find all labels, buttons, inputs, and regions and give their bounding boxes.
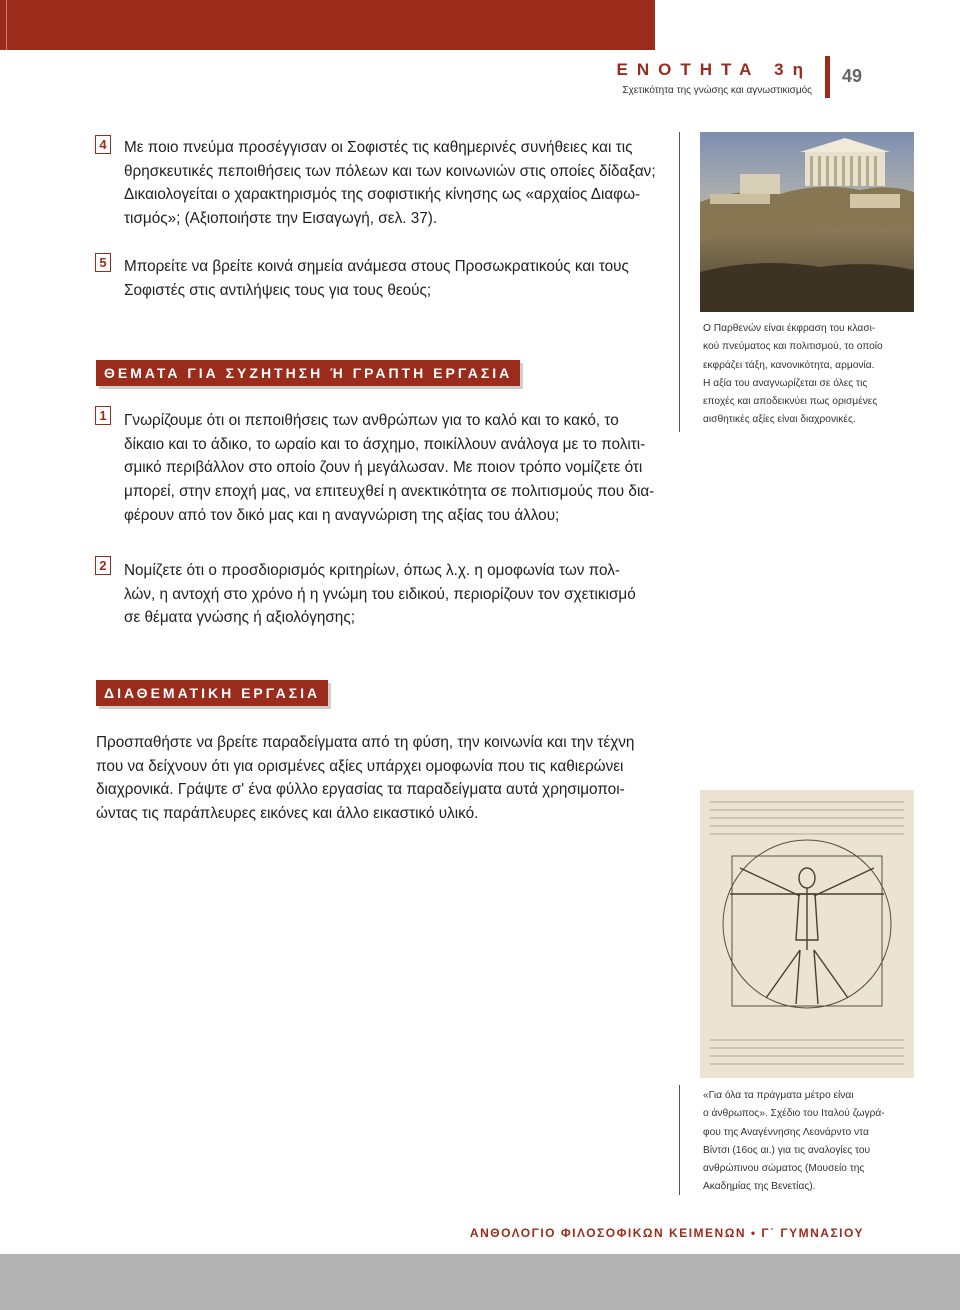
text-line: Νομίζετε ότι ο προσδιορισμός κριτηρίων, όπως λ.χ. η ομοφωνία των πολ- (124, 562, 620, 579)
discussion-item-2-number: 2 (95, 556, 111, 575)
discussion-section-heading: ΘΕΜΑΤΑ ΓΙΑ ΣΥΖΗΤΗΣΗ Ή ΓΡΑΠΤΗ ΕΡΓΑΣΙΑ (96, 360, 520, 386)
text-line: δίκαιο και το άδικο, το ωραίο και το άσχημο, ποικίλλουν ανάλογα με το πολιτι- (124, 435, 646, 453)
text-line: θρησκευτικές πεποιθήσεις των πόλεων και των κοινωνιών στις οποίες δίδαξαν; (124, 162, 656, 180)
book-title-footer: ΑΝΘΟΛΟΓΙΟ ΦΙΛΟΣΟΦΙΚΩΝ ΚΕΙΜΕΝΩΝ • Γ΄ ΓΥΜΝΑΣΙΟΥ (469, 1226, 864, 1240)
text-line: Μπορείτε να βρείτε κοινά σημεία ανάμεσα στους Προσωκρατικούς και τους (124, 258, 629, 275)
text-line: λών, η αντοχή στο χρόνο ή η γνώμη του ειδικού, περιορίζουν τον σχετικισμό (124, 585, 636, 603)
text-line: διαχρονικά. Γράψτε σ' ένα φύλλο εργασίας τα παραδείγματα αυτά χρησιμοποι- (96, 781, 625, 799)
text-line: σε θέματα γνώσης ή αξιολόγησης; (124, 609, 355, 627)
text-line: Προσπαθήστε να βρείτε παραδείγματα από τη φύση, την κοινωνία και την τέχνη (96, 734, 635, 751)
caption-line: «Για όλα τα πράγματα μέτρο είναι (703, 1090, 854, 1101)
parthenon-photo (700, 132, 914, 312)
caption-line: Ο Παρθενών είναι έκφραση του κλασι- (703, 323, 876, 334)
unit-subtitle: Σχετικότητα της γνώσης και αγνωστικισμός (622, 85, 812, 96)
header-divider-bar (825, 56, 830, 98)
header-color-band (0, 0, 655, 50)
text-line: Με ποιο πνεύμα προσέγγισαν οι Σοφιστές τις καθημερινές συνήθειες και τις (124, 139, 633, 156)
caption-line: αισθητικές αξίες είναι διαχρονικές. (703, 414, 856, 426)
caption-line: ο άνθρωπος». Σχέδιο του Ιταλού ζωγρά- (703, 1108, 885, 1120)
parthenon-illustration (700, 132, 914, 312)
text-line: Δικαιολογείται ο χαρακτηρισμός της σοφιστικής κίνησης ως «αρχαίος Διαφω- (124, 186, 641, 204)
text-line: που να δείχνουν ότι για ορισμένες αξίες υπάρχει ομοφωνία που τις καθιερώνει (96, 757, 624, 775)
footer-gray-band (0, 1254, 960, 1310)
page-number: 49 (842, 66, 863, 86)
discussion-item-1-number: 1 (95, 406, 111, 425)
discussion-item-2-text (124, 559, 654, 630)
caption-line: εποχές και αποδεικνύει πως ορισμένες (703, 396, 878, 408)
question-5-text (124, 255, 654, 302)
interdisciplinary-text (96, 731, 656, 826)
caption-line: Ακαδημίας της Βενετίας). (703, 1181, 816, 1193)
vitruvian-man-illustration (700, 790, 914, 1078)
margin-rule (679, 1085, 680, 1195)
text-line: τισμός»; (Αξιοποιήστε την Εισαγωγή, σελ. 37). (124, 210, 438, 228)
caption-line: Βίντσι (16ος αι.) για τις αναλογίες του (703, 1144, 871, 1156)
question-4-text (124, 136, 654, 231)
unit-title: ΕΝΟΤΗΤΑ 3η (616, 60, 812, 79)
question-4-number: 4 (95, 135, 111, 154)
text-line: μπορεί, στην εποχή μας, να επιτευχθεί η ανεκτικότητα σε πολιτισμούς που δια- (124, 483, 655, 501)
text-line: φέρουν από τον δικό μας και η αναγνώριση της αξίας του άλλου; (124, 506, 560, 524)
vitruvian-caption (703, 1087, 903, 1197)
header-band-line (6, 0, 7, 50)
text-line: Γνωρίζουμε ότι οι πεποιθήσεις των ανθρώπων για το καλό και το κακό, το (124, 412, 619, 429)
vitruvian-man-photo (700, 790, 914, 1078)
interdisciplinary-section-heading: ΔΙΑΘΕΜΑΤΙΚΗ ΕΡΓΑΣΙΑ (96, 680, 328, 706)
discussion-item-1-text (124, 409, 654, 528)
question-5-number: 5 (95, 253, 111, 272)
parthenon-caption (703, 320, 903, 430)
text-line: ώντας τις παράπλευρες εικόνες και άλλο εικαστικό υλικό. (96, 805, 479, 823)
caption-line: ανθρώπινου σώματος (Μουσείο της (703, 1163, 865, 1175)
caption-line: φου της Αναγέννησης Λεονάρντο ντα (703, 1126, 869, 1138)
caption-line: Η αξία του αναγνωρίζεται σε όλες τις (703, 377, 868, 389)
caption-line: εκφράζει τάξη, κανονικότητα, αρμονία. (703, 359, 875, 371)
text-line: σμικό περιβάλλον στο οποίο ζουν ή μεγάλωσαν. Με ποιον τρόπο νομίζετε ότι (124, 459, 643, 477)
margin-rule (679, 132, 680, 432)
text-line: Σοφιστές στις αντιλήψεις τους για τους θεούς; (124, 281, 432, 299)
caption-line: κού πνεύματος και πολιτισμού, το οποίο (703, 341, 883, 353)
